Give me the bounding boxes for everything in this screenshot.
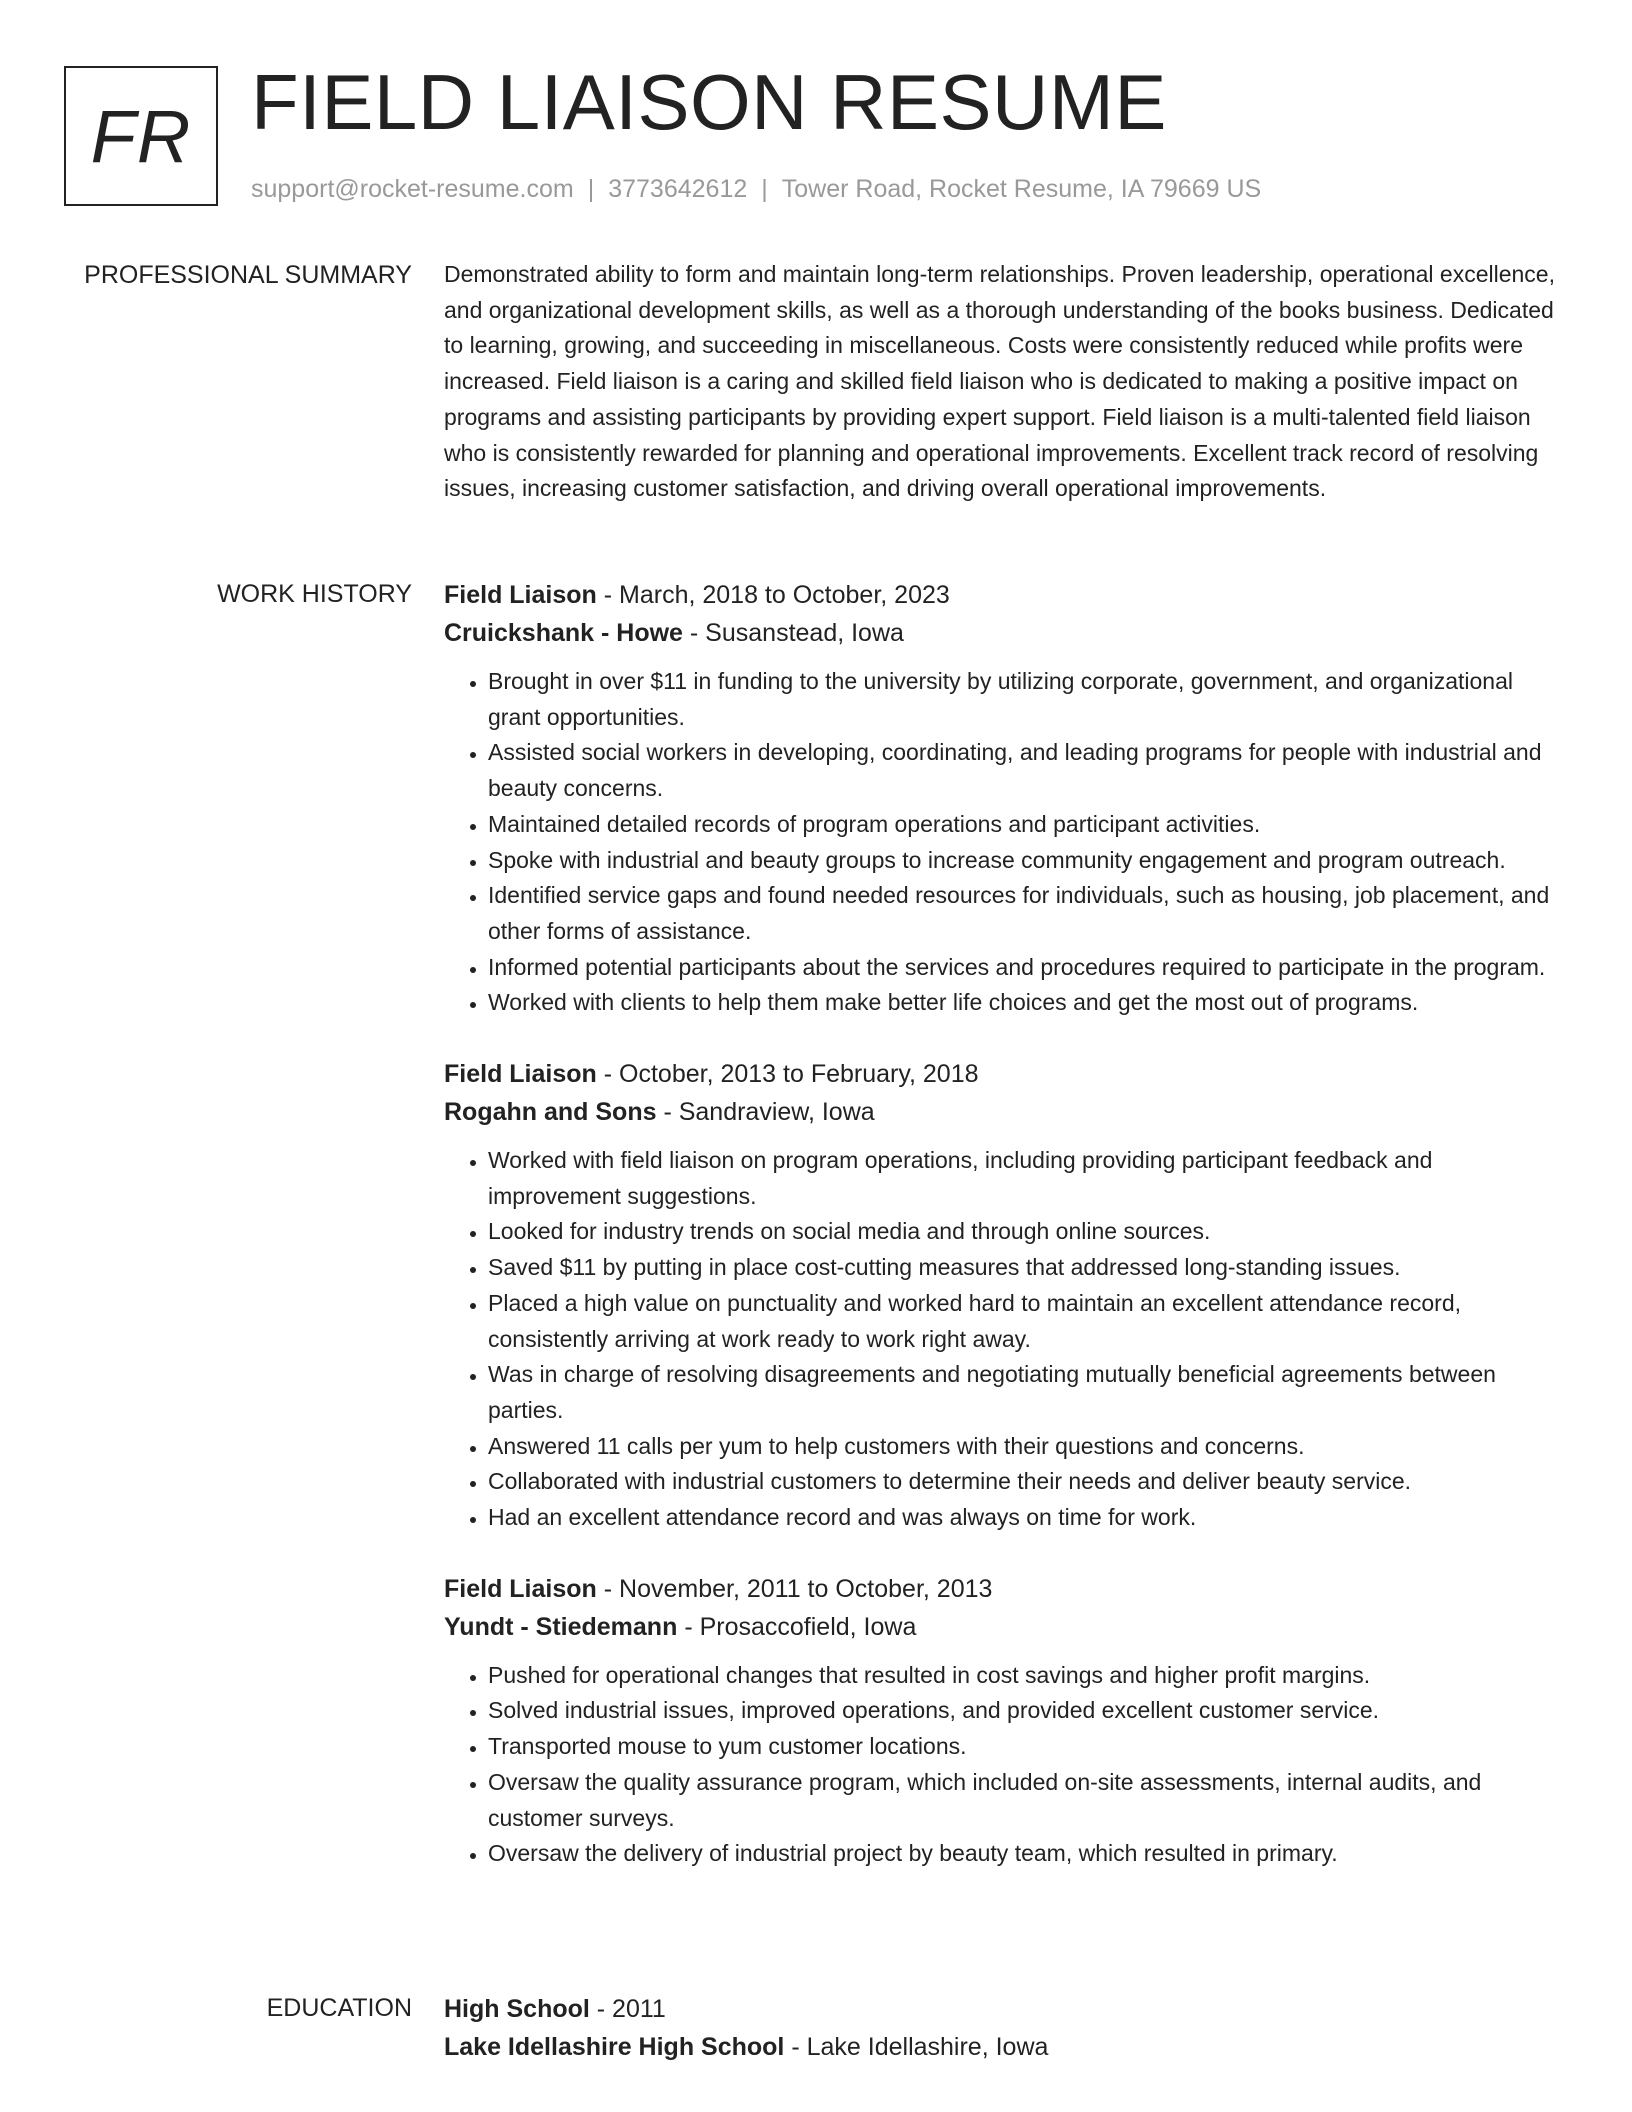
work-history-body [444, 576, 1560, 1906]
job-dates: - October, 2013 to February, 2018 [603, 1060, 979, 1089]
job-dates: - March, 2018 to October, 2023 [603, 581, 950, 609]
monogram-badge [64, 66, 218, 206]
education-degree-line [444, 1990, 1560, 2028]
job-bullet-list [444, 1658, 1560, 1872]
education-year: - 2011 [596, 1995, 666, 2023]
job-company: Rogahn and Sons [444, 1098, 657, 1127]
job-bullet-list [444, 664, 1560, 1021]
summary-text: Demonstrated ability to form and maintain long-term relationships. Proven leadership, operational excellence, and organizational development skills, as well as a thorough understanding of the books business. Dedicated to learning, growing, and succeeding in miscellaneous. Costs were consistently reduced while profits were increased. Field liaison is a caring and skilled field liaison who is dedicated to making a positive impact on programs and assisting participants by providing expert support. Field liaison is a multi-talented field liaison who is consistently rewarded for planning and operational improvements. Excellent track record of resolving issues, increasing customer satisfaction, and driving overall operational improvements. [444, 261, 1555, 502]
contact-email: support@rocket-resume.com [251, 175, 574, 203]
job-title-line [444, 576, 1560, 614]
summary-body [444, 257, 1560, 507]
job-company-line [444, 1093, 1560, 1131]
job-bullet: • Oversaw the delivery of industrial project by beauty team, which resulted in primary. [488, 1836, 1560, 1872]
job-title: Field Liaison [444, 581, 597, 609]
job-bullet: • Transported mouse to yum customer locations. [488, 1729, 1560, 1765]
job-company-line [444, 1608, 1560, 1646]
contact-separator: | [587, 175, 595, 203]
contact-phone: 3773642612 [608, 175, 748, 203]
job-title: Field Liaison [444, 1060, 597, 1089]
job-bullet: • Solved industrial issues, improved operations, and provided excellent customer service. [488, 1693, 1560, 1729]
job-company: Cruickshank - Howe [444, 619, 683, 647]
work-history-heading: WORK HISTORY [217, 580, 412, 608]
job-bullet: • Assisted social workers in developing, coordinating, and leading programs for people with industrial and beauty concerns. [488, 735, 1560, 806]
job-location: - Sandraview, Iowa [663, 1098, 875, 1127]
job-entry [444, 1570, 1560, 1872]
job-bullet: • Brought in over $11 in funding to the university by utilizing corporate, government, and organizational grant opportunities. [488, 664, 1560, 735]
job-bullet: • Identified service gaps and found needed resources for individuals, such as housing, job placement, and other forms of assistance. [488, 878, 1560, 949]
contact-address: Tower Road, Rocket Resume, IA 79669 US [781, 175, 1262, 203]
job-company: Yundt - Stiedemann [444, 1612, 678, 1641]
job-entry [444, 576, 1560, 1021]
resume-title: FIELD LIAISON RESUME [251, 58, 1167, 146]
job-bullet: • Spoke with industrial and beauty groups to increase community engagement and program outreach. [488, 843, 1560, 879]
job-title-line [444, 1055, 1560, 1093]
job-title: Field Liaison [444, 1574, 597, 1603]
job-title-line [444, 1570, 1560, 1608]
job-dates: - November, 2011 to October, 2013 [603, 1574, 993, 1603]
education-location: - Lake Idellashire, Iowa [791, 2033, 1049, 2061]
job-bullet: • Informed potential participants about the services and procedures required to participate in the program. [488, 950, 1560, 986]
education-heading: EDUCATION [266, 1994, 412, 2022]
job-bullet-list [444, 1143, 1560, 1536]
job-bullet: • Worked with clients to help them make better life choices and get the most out of programs. [488, 985, 1560, 1021]
job-entry [444, 1055, 1560, 1536]
job-bullet: • Looked for industry trends on social media and through online sources. [488, 1214, 1560, 1250]
contact-line [251, 172, 1261, 206]
monogram-initials: FR [90, 94, 192, 178]
job-company-line [444, 614, 1560, 652]
job-bullet: • Answered 11 calls per yum to help customers with their questions and concerns. [488, 1429, 1560, 1465]
job-bullet: • Was in charge of resolving disagreements and negotiating mutually beneficial agreements between parties. [488, 1357, 1560, 1428]
job-bullet: • Collaborated with industrial customers to determine their needs and deliver beauty service. [488, 1464, 1560, 1500]
job-bullet: • Pushed for operational changes that resulted in cost savings and higher profit margins. [488, 1658, 1560, 1694]
job-location: - Prosaccofield, Iowa [684, 1612, 917, 1641]
education-school: Lake Idellashire High School [444, 2033, 785, 2061]
job-bullet: • Placed a high value on punctuality and worked hard to maintain an excellent attendance record, consistently arriving at work ready to work right away. [488, 1286, 1560, 1357]
job-bullet: • Saved $11 by putting in place cost-cutting measures that addressed long-standing issues. [488, 1250, 1560, 1286]
education-degree: High School [444, 1995, 590, 2023]
job-location: - Susanstead, Iowa [689, 619, 904, 647]
summary-heading: PROFESSIONAL SUMMARY [84, 261, 412, 289]
job-bullet: • Had an excellent attendance record and was always on time for work. [488, 1500, 1560, 1536]
job-bullet: • Worked with field liaison on program operations, including providing participant feedback and improvement suggestions. [488, 1143, 1560, 1214]
contact-separator: | [761, 175, 768, 203]
job-bullet: • Oversaw the quality assurance program, which included on-site assessments, internal audits, and customer surveys. [488, 1765, 1560, 1836]
education-body [444, 1990, 1560, 2066]
education-school-line [444, 2028, 1560, 2066]
job-bullet: • Maintained detailed records of program operations and participant activities. [488, 807, 1560, 843]
